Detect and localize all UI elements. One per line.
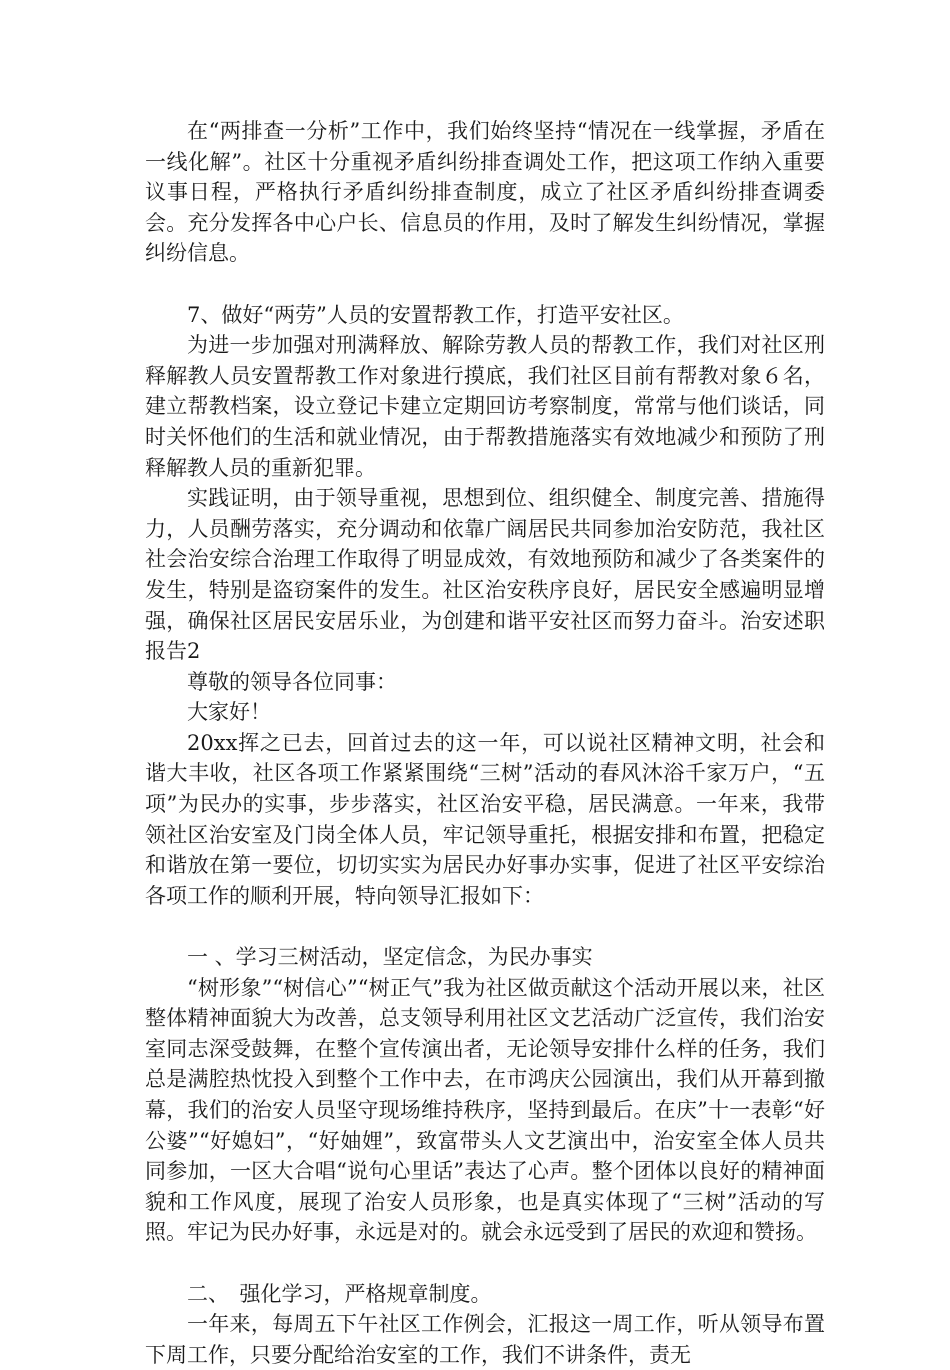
paragraph-rehabilitation: 为进一步加强对刑满释放、解除劳教人员的帮教工作，我们对社区刑释解教人员安置帮教工作对象进行摸底，我们社区目前有帮教对象６名，建立帮教档案，设立登记卡建立定期回访考察制度，常常与他们谈话，同时关怀他们的生活和就业情况，由于帮教措施落实有效地减少和预防了刑释解教人员的重新犯罪。 [145,333,825,480]
section-heading-2: 二、 强化学习，严格规章制度。 [187,1281,492,1306]
paragraph-weekly-meeting: 一年来，每周五下午社区工作例会，汇报这一周工作，听从领导布置下周工作，只要分配给治安室的工作，我们不讲条件，责无 [145,1312,825,1367]
paragraph-three-trees: “树形象”“树信心”“树正气”我为社区做贡献这个活动开展以来，社区整体精神面貌大为改善，总支领导利用社区文艺活动广泛宣传，我们治安室同志深受鼓舞，在整个宣传演出者，无论领导安排什么样的任务，我们总是满腔热忱投入到整个工作中去，在市鸿庆公园演出，我们从开幕到撤幕，我们的治安人员坚守现场维持秩序，坚持到最后。在庆”十一表彰“好公婆”“好媳妇”，“好妯娌”，致富带头人文艺演出中，治安室全体人员共同参加，一区大合唱“说句心里话”表达了心声。整个团体以良好的精神面貌和工作风度，展现了治安人员形象，也是真实体现了“三树”活动的写照。牢记为民办好事，永远是对的。就会永远受到了居民的欢迎和赞扬。 [145,975,825,1245]
greeting: 大家好！ [187,700,271,725]
salutation: 尊敬的领导各位同事： [187,669,397,694]
section-heading-1: 一 、学习三树活动，坚定信念，为民办事实 [187,945,593,970]
paragraph-dispute-mediation: 在“两排查一分析”工作中，我们始终坚持“情况在一线掌握，矛盾在一线化解”。社区十分重视矛盾纠纷排查调处工作，把这项工作纳入重要议事日程，严格执行矛盾纠纷排查制度，成立了社区矛盾纠纷排查调委会。充分发挥各中心户长、信息员的作用，及时了解发生纠纷情况，掌握纠纷信息。 [145,119,825,266]
section-heading-7: 7、做好“两劳”人员的安置帮教工作，打造平安社区。 [187,302,684,327]
paragraph-practice-proves: 实践证明，由于领导重视，思想到位、组织健全、制度完善、措施得力，人员酬劳落实，充分调动和依靠广阔居民共同参加治安防范，我社区社会治安综合治理工作取得了明显成效，有效地预防和减少了各类案件的发生，特别是盗窃案件的发生。社区治安秩序良好，居民安全感遍明显增强，确保社区居民安居乐业，为创建和谐平安社区而努力奋斗。治安述职报告2 [145,486,825,664]
paragraph-year-review: 20xx挥之已去，回首过去的这一年，可以说社区精神文明，社会和谐大丰收，社区各项工作紧紧围绕“三树”活动的春风沐浴千家万户，“五项”为民办的实事，步步落实，社区治安平稳，居民满意。一年来，我带领社区治安室及门岗全体人员，牢记领导重托，根据安排和布置，把稳定和谐放在第一要位，切切实实为居民办好事办实事，促进了社区平安综治各项工作的顺利开展，特向领导汇报如下： [145,730,825,908]
document-body [145,116,825,1370]
